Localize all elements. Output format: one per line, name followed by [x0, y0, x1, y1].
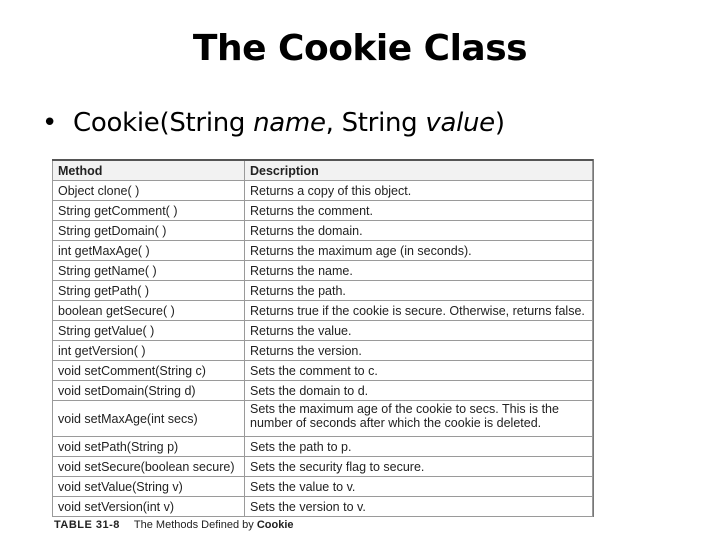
method-cell: int getMaxAge( )	[53, 241, 245, 261]
table-row	[53, 341, 593, 361]
description-cell: Returns a copy of this object.	[245, 181, 593, 201]
bullet-dot: •	[42, 108, 58, 138]
bullet-constructor	[42, 108, 505, 138]
table-row	[53, 261, 593, 281]
description-cell: Sets the maximum age of the cookie to secs. This is the number of seconds after which the cookie is deleted.	[245, 401, 593, 437]
table-row	[53, 381, 593, 401]
description-cell: Sets the path to p.	[245, 437, 593, 457]
table-row	[53, 281, 593, 301]
bullet-param-name: name	[253, 108, 326, 138]
table-row	[53, 241, 593, 261]
description-cell: Returns the comment.	[245, 201, 593, 221]
table-number: TABLE 31-8	[54, 519, 120, 531]
bullet-text-end: )	[494, 108, 505, 138]
table-row	[53, 201, 593, 221]
description-cell: Sets the value to v.	[245, 477, 593, 497]
method-cell: String getComment( )	[53, 201, 245, 221]
caption-text: The Methods Defined by	[133, 519, 257, 531]
cookie-methods-table-wrapper	[52, 159, 594, 517]
method-cell: boolean getSecure( )	[53, 301, 245, 321]
table-header-row	[53, 160, 593, 181]
description-cell: Sets the comment to c.	[245, 361, 593, 381]
description-cell: Sets the version to v.	[245, 497, 593, 517]
table-row	[53, 361, 593, 381]
header-method: Method	[53, 160, 245, 181]
description-cell: Returns the path.	[245, 281, 593, 301]
method-cell: void setVersion(int v)	[53, 497, 245, 517]
description-cell: Returns true if the cookie is secure. Otherwise, returns false.	[245, 301, 593, 321]
bullet-text-mid: , String	[325, 108, 426, 138]
method-cell: String getValue( )	[53, 321, 245, 341]
method-cell: void setDomain(String d)	[53, 381, 245, 401]
caption-class-name: Cookie	[256, 519, 294, 531]
bullet-text-plain: Cookie(String	[73, 108, 254, 138]
table-row	[53, 221, 593, 241]
description-cell: Sets the domain to d.	[245, 381, 593, 401]
table-row	[53, 497, 593, 517]
header-description: Description	[245, 160, 593, 181]
table-row	[53, 181, 593, 201]
table-row	[53, 477, 593, 497]
method-cell: Object clone( )	[53, 181, 245, 201]
description-cell: Returns the value.	[245, 321, 593, 341]
method-cell: String getPath( )	[53, 281, 245, 301]
table-row	[53, 401, 593, 437]
method-cell: String getDomain( )	[53, 221, 245, 241]
method-cell: void setComment(String c)	[53, 361, 245, 381]
table-caption	[54, 519, 294, 531]
slide-title: The Cookie Class	[192, 28, 528, 69]
description-cell: Returns the maximum age (in seconds).	[245, 241, 593, 261]
method-cell: void setMaxAge(int secs)	[53, 401, 245, 437]
description-cell: Returns the name.	[245, 261, 593, 281]
method-cell: String getName( )	[53, 261, 245, 281]
description-cell: Returns the domain.	[245, 221, 593, 241]
table-row	[53, 301, 593, 321]
method-cell: void setPath(String p)	[53, 437, 245, 457]
method-cell: int getVersion( )	[53, 341, 245, 361]
table-row	[53, 321, 593, 341]
method-cell: void setValue(String v)	[53, 477, 245, 497]
table-body	[53, 181, 593, 517]
description-cell: Returns the version.	[245, 341, 593, 361]
table-row	[53, 457, 593, 477]
method-cell: void setSecure(boolean secure)	[53, 457, 245, 477]
table-row	[53, 437, 593, 457]
description-cell: Sets the security flag to secure.	[245, 457, 593, 477]
bullet-param-value: value	[425, 108, 495, 138]
cookie-methods-table	[52, 159, 593, 517]
